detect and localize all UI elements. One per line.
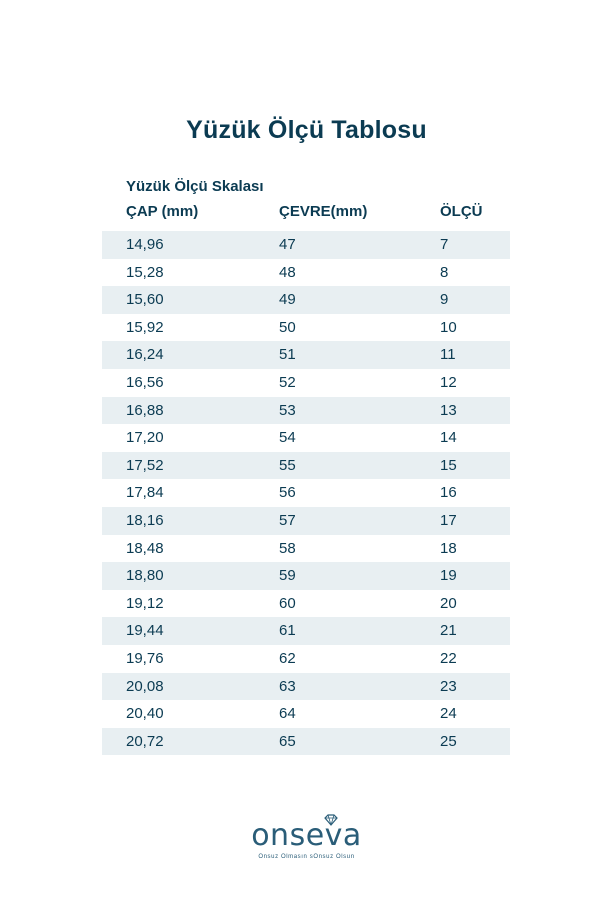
column-header-circumference: ÇEVRE(mm) xyxy=(279,203,368,220)
cell-size: 15 xyxy=(440,456,457,474)
diamond-heart-icon xyxy=(324,814,338,826)
cell-diameter: 17,20 xyxy=(126,429,164,447)
table-row xyxy=(102,645,510,673)
table-row xyxy=(102,590,510,618)
cell-diameter: 16,56 xyxy=(126,373,164,391)
cell-diameter: 16,24 xyxy=(126,346,164,364)
cell-circumference: 64 xyxy=(279,705,296,723)
cell-size: 25 xyxy=(440,732,457,750)
cell-circumference: 57 xyxy=(279,511,296,529)
cell-size: 9 xyxy=(440,291,449,309)
cell-circumference: 50 xyxy=(279,318,296,336)
cell-circumference: 55 xyxy=(279,456,296,474)
table-row xyxy=(102,286,510,314)
cell-diameter: 20,72 xyxy=(126,732,164,750)
column-header-diameter: ÇAP (mm) xyxy=(126,203,199,220)
brand-logo xyxy=(0,818,613,860)
table-row xyxy=(102,728,510,756)
cell-diameter: 19,44 xyxy=(126,622,164,640)
cell-circumference: 60 xyxy=(279,594,296,612)
cell-diameter: 20,08 xyxy=(126,677,164,695)
cell-circumference: 52 xyxy=(279,373,296,391)
cell-size: 20 xyxy=(440,594,457,612)
cell-size: 16 xyxy=(440,484,457,502)
cell-size: 23 xyxy=(440,677,457,695)
cell-circumference: 62 xyxy=(279,649,296,667)
logo-tagline: Onsuz Olmasın sOnsuz Olsun xyxy=(258,854,355,860)
ring-size-table xyxy=(102,231,510,755)
cell-size: 12 xyxy=(440,373,457,391)
cell-circumference: 53 xyxy=(279,401,296,419)
table-row xyxy=(102,314,510,342)
cell-size: 18 xyxy=(440,539,457,557)
cell-diameter: 20,40 xyxy=(126,705,164,723)
table-row xyxy=(102,231,510,259)
cell-size: 13 xyxy=(440,401,457,419)
table-row xyxy=(102,424,510,452)
table-row xyxy=(102,562,510,590)
cell-circumference: 63 xyxy=(279,677,296,695)
cell-circumference: 56 xyxy=(279,484,296,502)
cell-diameter: 16,88 xyxy=(126,401,164,419)
table-row xyxy=(102,673,510,701)
cell-circumference: 61 xyxy=(279,622,296,640)
table-header xyxy=(102,203,510,227)
logo-text: onseva xyxy=(251,818,362,853)
cell-circumference: 51 xyxy=(279,346,296,364)
table-row xyxy=(102,259,510,287)
cell-circumference: 59 xyxy=(279,567,296,585)
page-title: Yüzük Ölçü Tablosu xyxy=(186,116,427,144)
cell-circumference: 48 xyxy=(279,263,296,281)
cell-circumference: 65 xyxy=(279,732,296,750)
cell-size: 17 xyxy=(440,511,457,529)
cell-size: 7 xyxy=(440,236,449,253)
cell-size: 11 xyxy=(440,346,456,364)
cell-circumference: 54 xyxy=(279,429,296,447)
cell-circumference: 58 xyxy=(279,539,296,557)
cell-size: 14 xyxy=(440,429,457,447)
cell-size: 22 xyxy=(440,649,457,667)
column-header-size: ÖLÇÜ xyxy=(440,203,483,220)
cell-diameter: 15,28 xyxy=(126,263,164,281)
table-row xyxy=(102,700,510,728)
cell-size: 24 xyxy=(440,705,457,723)
cell-size: 19 xyxy=(440,567,457,585)
cell-diameter: 15,92 xyxy=(126,318,164,336)
table-row xyxy=(102,397,510,425)
table-row xyxy=(102,341,510,369)
cell-diameter: 15,60 xyxy=(126,291,164,309)
cell-size: 8 xyxy=(440,263,449,281)
table-row xyxy=(102,617,510,645)
table-row xyxy=(102,507,510,535)
cell-diameter: 14,96 xyxy=(126,236,164,253)
table-row xyxy=(102,535,510,563)
table-subtitle: Yüzük Ölçü Skalası xyxy=(126,178,264,195)
cell-diameter: 19,12 xyxy=(126,594,164,612)
table-row xyxy=(102,479,510,507)
cell-diameter: 18,48 xyxy=(126,539,164,557)
cell-circumference: 47 xyxy=(279,236,296,253)
logo-wordmark xyxy=(251,818,362,853)
cell-diameter: 17,84 xyxy=(126,484,164,502)
cell-size: 21 xyxy=(440,622,457,640)
table-row xyxy=(102,369,510,397)
table-row xyxy=(102,452,510,480)
cell-diameter: 19,76 xyxy=(126,649,164,667)
cell-diameter: 18,16 xyxy=(126,511,164,529)
cell-size: 10 xyxy=(440,318,457,336)
cell-circumference: 49 xyxy=(279,291,296,309)
cell-diameter: 17,52 xyxy=(126,456,164,474)
cell-diameter: 18,80 xyxy=(126,567,164,585)
